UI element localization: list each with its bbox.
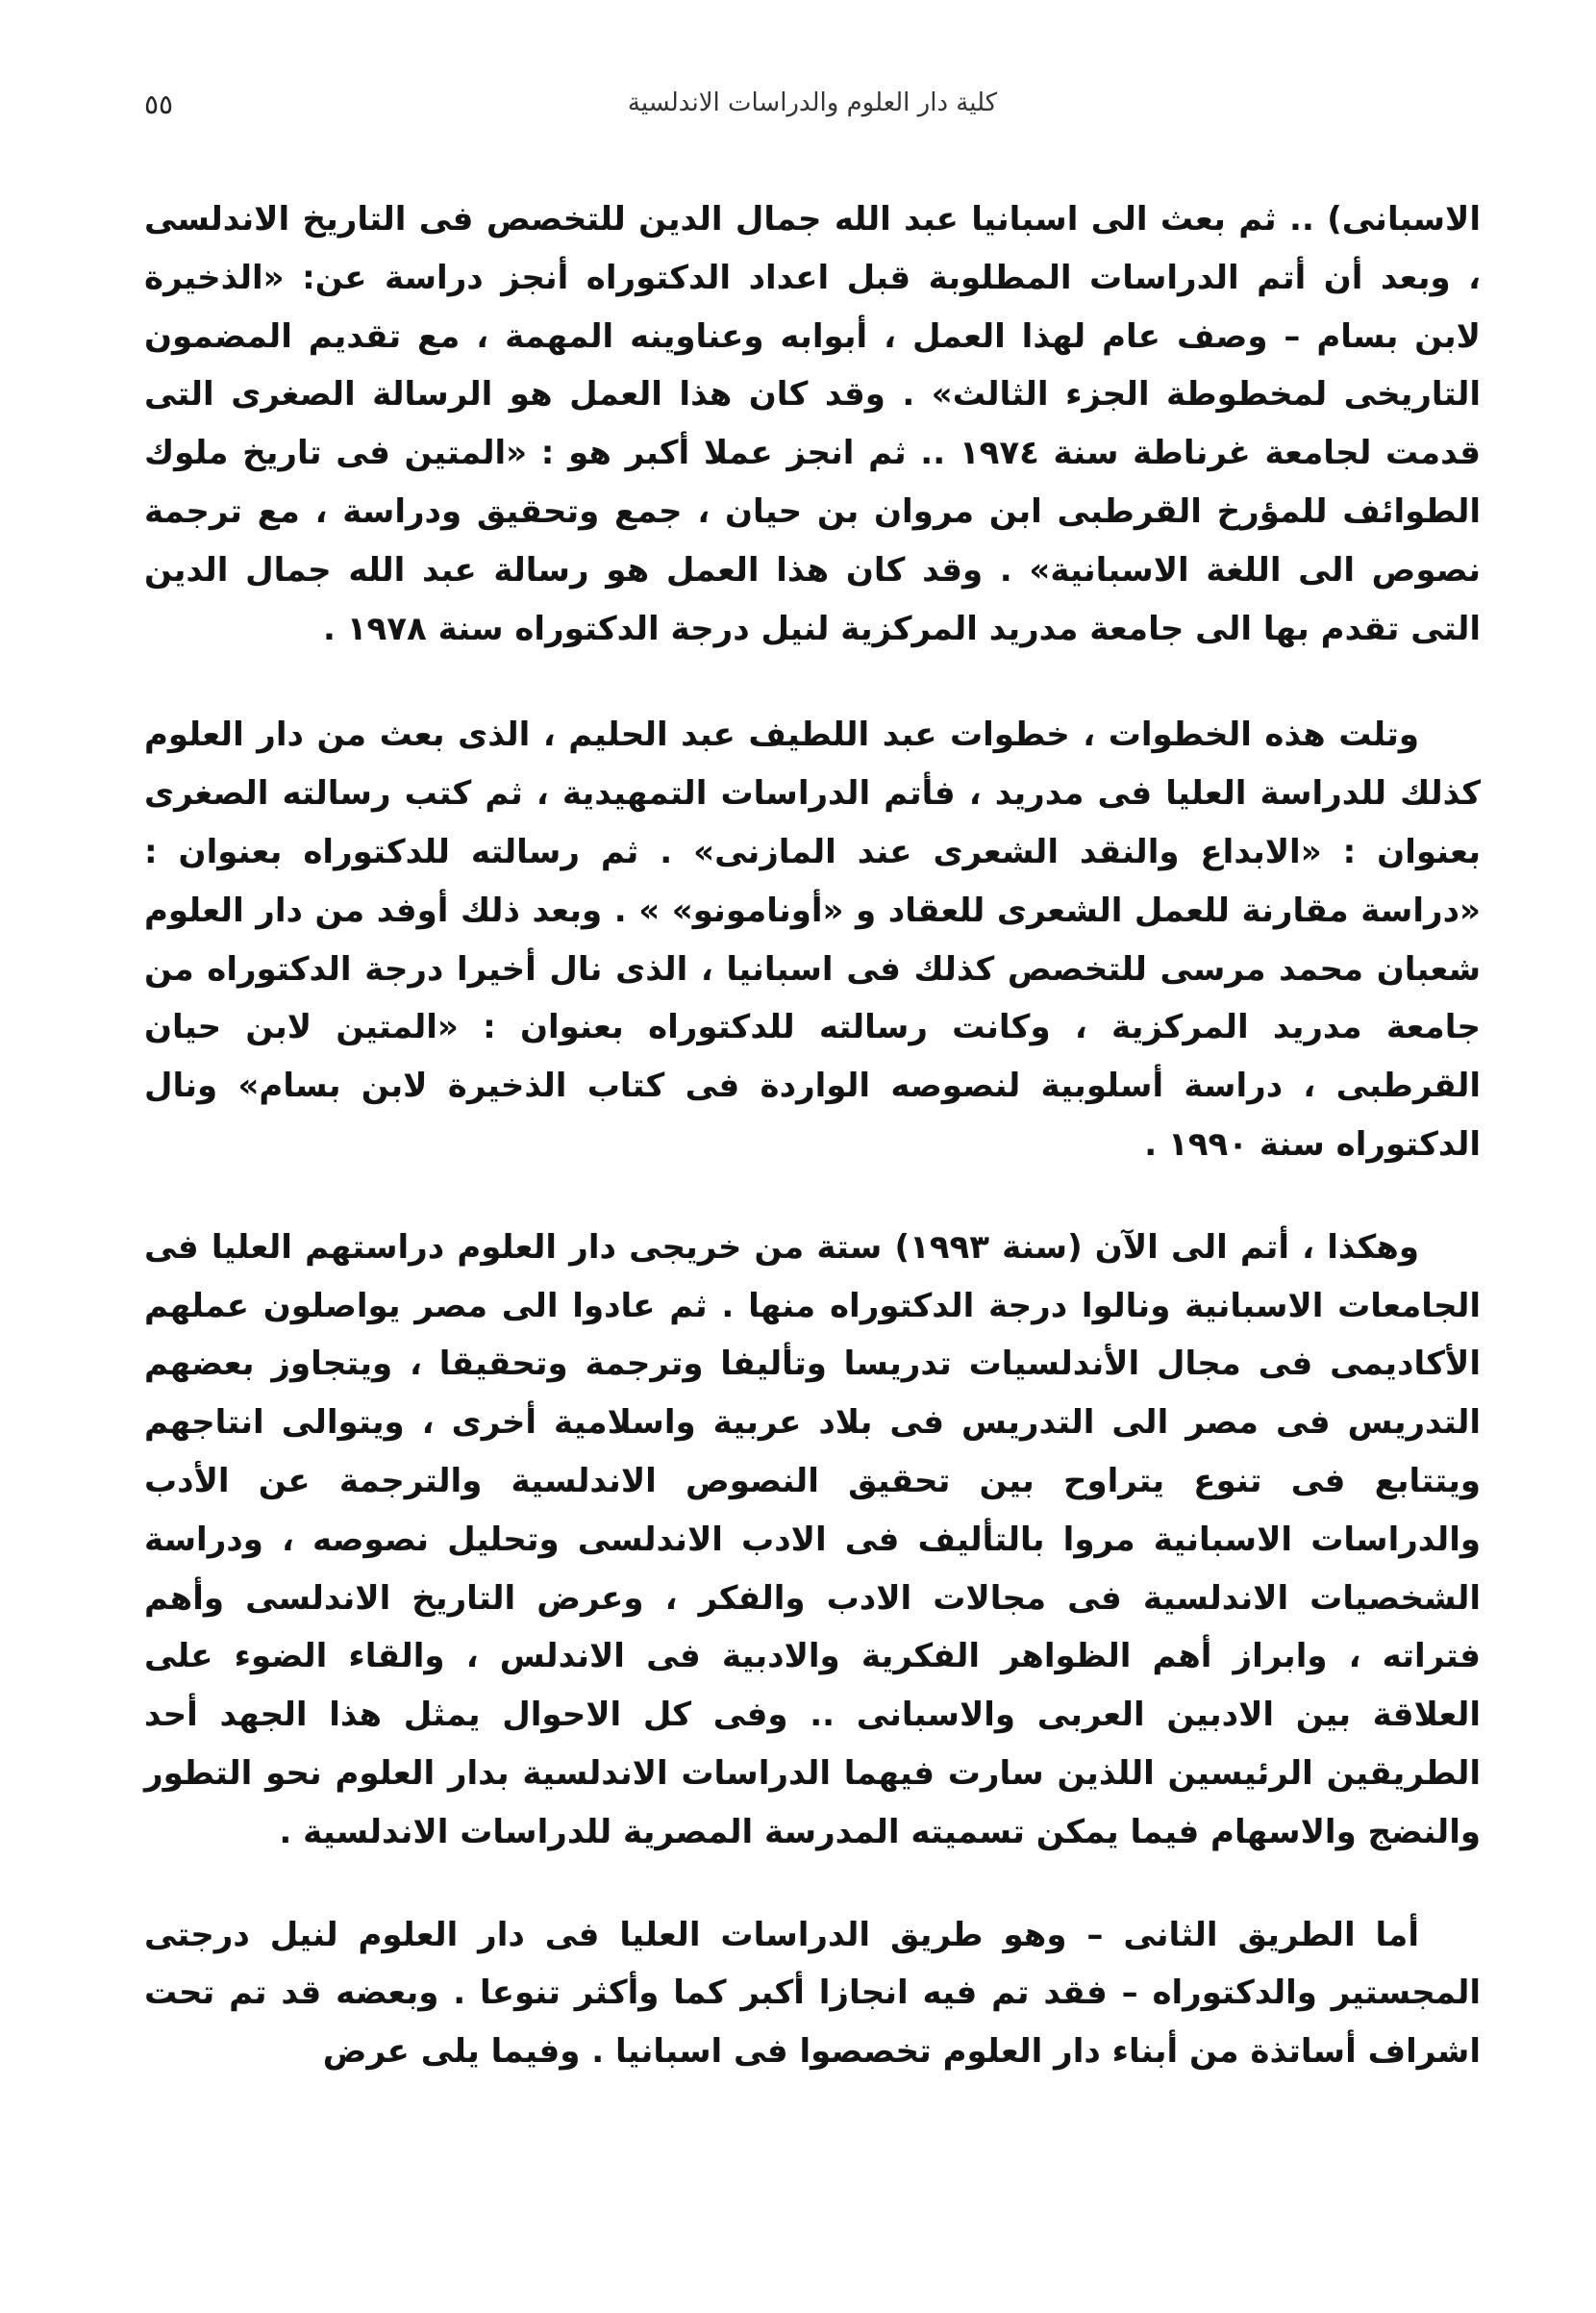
paragraph-3: وهكذا ، أتم الى الآن (سنة ١٩٩٣) ستة من خريجى دار العلوم دراستهم العليا فى الجامعات الاسبانية ونالوا درجة الدكتوراه منها . ثم عادوا الى مصر يواصلون عملهم الأكاديمى فى مجال الأندلسيات تدريسا وتأليفا وترجمة وتحقيقا ، ويتجاوز بعضهم التدريس فى مصر الى التدريس فى بلاد عربية واسلامية أخرى ، ويتوالى انتاجهم ويتتابع فى تنوع يتراوح بين تحقيق النصوص الاندلسية والترجمة عن الأدب والدراسات الاسبانية مروا بالتأليف فى الادب الاندلسى وتحليل نصوصه ، ودراسة الشخصيات الاندلسية فى مجالات الادب والفكر ، وعرض التاريخ الاندلسى وأهم فتراته ، وابراز أهم الظواهر الفكرية والادبية فى الاندلس ، والقاء الضوء على العلاقة بين الادبين العربى والاسبانى .. وفى كل الاحوال يمثل هذا الجهد أحد الطريقين الرئيسين اللذين سارت فيهما الدراسات الاندلسية بدار العلوم نحو التطور والنضج والاسهام فيما يمكن تسميته المدرسة المصرية للدراسات الاندلسية . (144, 1227, 1481, 1851)
paragraph-1: الاسبانى) .. ثم بعث الى اسبانيا عبد الله جمال الدين للتخصص فى التاريخ الاندلسى ، وبعد أن أتم الدراسات المطلوبة قبل اعداد الدكتوراه أنجز دراسة عن: «الذخيرة لابن بسام – وصف عام لهذا العمل ، أبوابه وعناوينه المهمة ، مع تقديم المضمون التاريخى لمخطوطة الجزء الثالث» . وقد كان هذا العمل هو الرسالة الصغرى التى قدمت لجامعة غرناطة سنة ١٩٧٤ .. ثم انجز عملا أكبر هو : «المتين فى تاريخ ملوك الطوائف للمؤرخ القرطبى ابن مروان بن حيان ، جمع وتحقيق ودراسة ، مع ترجمة نصوص الى اللغة الاسبانية» . وقد كان هذا العمل هو رسالة عبد الله جمال الدين التى تقدم بها الى جامعة مدريد المركزية لنيل درجة الدكتوراه سنة ١٩٧٨ . (144, 200, 1481, 648)
paragraph-2: وتلت هذه الخطوات ، خطوات عبد اللطيف عبد الحليم ، الذى بعث من دار العلوم كذلك للدراسة العليا فى مدريد ، فأتم الدراسات التمهيدية ، ثم كتب رسالته الصغرى بعنوان : «الابداع والنقد الشعرى عند المازنى» . ثم رسالته للدكتوراه بعنوان : «دراسة مقارنة للعمل الشعرى للعقاد و «أونامونو» » . وبعد ذلك أوفد من دار العلوم شعبان محمد مرسى للتخصص كذلك فى اسبانيا ، الذى نال أخيرا درجة الدكتوراه من جامعة مدريد المركزية ، وكانت رسالته للدكتوراه بعنوان : «المتين لابن حيان القرطبى ، دراسة أسلوبية لنصوصه الواردة فى كتاب الذخيرة لابن بسام» ونال الدكتوراه سنة ١٩٩٠ . (144, 716, 1481, 1164)
paragraph-4: أما الطريق الثانى – وهو طريق الدراسات العليا فى دار العلوم لنيل درجتى المجستير والدكتوراه – فقد تم فيه انجازا أكبر كما وأكثر تنوعا . وبعضه قد تم تحت اشراف أساتذة من أبناء دار العلوم تخصصوا فى اسبانيا . وفيما يلى عرض (144, 1915, 1481, 2072)
page-number: ٥٥ (144, 88, 174, 120)
page-header (144, 88, 1481, 137)
body-text (144, 190, 1481, 2081)
running-title: كلية دار العلوم والدراسات الاندلسية (627, 88, 998, 117)
